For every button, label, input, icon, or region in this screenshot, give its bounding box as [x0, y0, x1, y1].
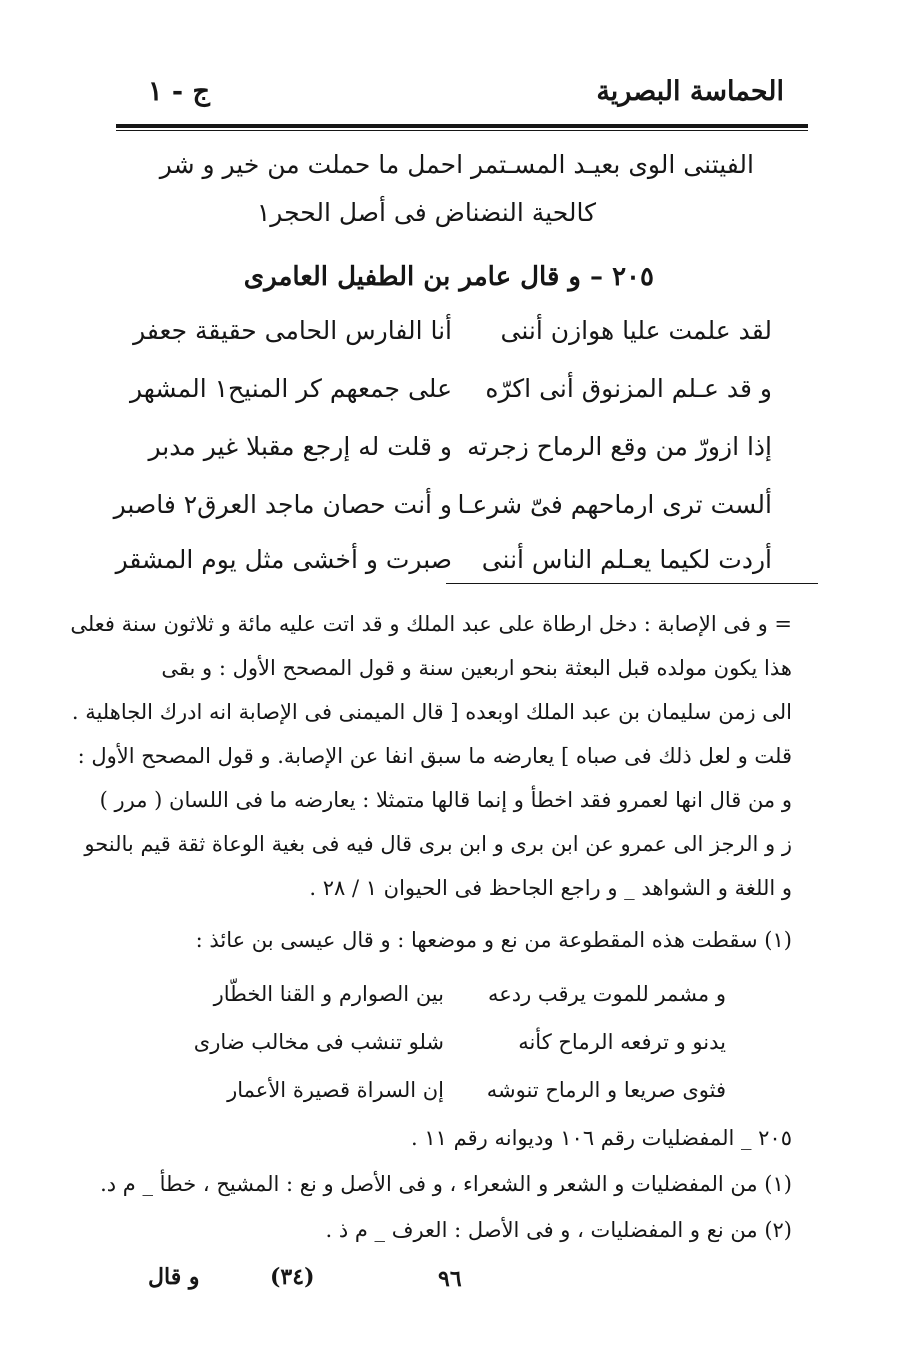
page-number: ٩٦: [438, 1266, 462, 1292]
poem-underline: [446, 583, 818, 584]
footnote-verse-3-second: إن السراة قصيرة الأعمار: [227, 1078, 444, 1102]
verse-1-second-hemistich: أنا الفارس الحامى حقيقة جعفر: [133, 316, 452, 345]
verse-4-second-hemistich: و أنت حصان ماجد العرق٢ فاصبر: [113, 490, 452, 519]
intro-verse-line-2: كالحية النضناض فى أصل الحجر١: [256, 198, 596, 227]
footnote-b: (٢) من نع و المفضليات ، و فى الأصل : العرف _ م ذ .: [325, 1218, 792, 1242]
note-line-2: هذا يكون مولده قبل البعثة بنحو اربعين سنة و قول المصحح الأول : و بقى: [161, 656, 792, 680]
note-line-5: و من قال انها لعمرو فقد اخطأ و إنما قالها متمثلا : يعارضه ما فى اللسان ( مرر ): [99, 788, 792, 812]
footnote-verse-3-first: فثوى صريعا و الرماح تنوشه: [486, 1078, 726, 1102]
verse-3-second-hemistich: و قلت له إرجع مقبلا غير مدبر: [148, 432, 452, 461]
verse-2-first-hemistich: و قد عـلم المزنوق أنى اكرّه: [485, 374, 772, 403]
header-rule: [116, 124, 808, 128]
poem-title: ٢٠٥ – و قال عامر بن الطفيل العامرى: [243, 262, 654, 292]
header-rule-thin: [116, 130, 808, 131]
footnote-verse-1-first: و مشمر للموت يرقب ردعه: [487, 982, 726, 1006]
verse-5-first-hemistich: أردت لكيما يعـلم الناس أننى: [481, 545, 772, 574]
verse-1-first-hemistich: لقد علمت عليا هوازن أننى: [500, 316, 772, 345]
footnote-verse-2-first: يدنو و ترفعه الرماح كأنه: [518, 1030, 726, 1054]
note-line-4: قلت و لعل ذلك فى صباه ] يعارضه ما سبق انفا عن الإصابة. و قول المصحح الأول :: [77, 744, 792, 768]
verse-2-second-hemistich: على جمعهم كر المنيح١ المشهر: [130, 374, 452, 403]
running-title: الحماسة البصرية: [596, 76, 784, 107]
note-line-1: = و فى الإصابة : دخل ارطاة على عبد الملك و قد اتت عليه مائة و ثلاثون سنة فعلى: [70, 612, 792, 636]
verse-4-first-hemistich: ألست ترى ارماحهم فىّ شرعـا: [457, 490, 772, 519]
verse-5-second-hemistich: صبرت و أخشى مثل يوم المشقر: [115, 545, 452, 574]
intro-verse-line-1: الفيتنى الوى بعيـد المسـتمر احمل ما حملت من خير و شر: [159, 150, 754, 179]
source-line: ٢٠٥ _ المفضليات رقم ١٠٦ وديوانه رقم ١١ .: [411, 1126, 792, 1150]
volume-label: ج - ١: [148, 76, 210, 107]
footnote-a: (١) من المفضليات و الشعر و الشعراء ، و فى الأصل و نع : المشيح ، خطأ _ م د.: [100, 1172, 792, 1196]
note-line-3: الى زمن سليمان بن عبد الملك اوبعده [ قال الميمنى فى الإصابة انه ادرك الجاهلية .: [71, 700, 792, 724]
catchword: و قال: [148, 1264, 200, 1290]
footnote-verse-2-second: شلو تنشب فى مخالب ضارى: [193, 1030, 444, 1054]
note-line-7: و اللغة و الشواهد _ و راجع الجاحظ فى الحيوان ١ / ٢٨ .: [309, 876, 792, 900]
note-line-6: ز و الرجز الى عمرو عن ابن برى و ابن برى قال فيه فى بغية الوعاة ثقة قيم بالنحو: [84, 832, 792, 856]
footnote-verse-1-second: بين الصوارم و القنا الخطّار: [213, 982, 444, 1006]
signature-mark: (٣٤): [270, 1264, 315, 1290]
verse-3-first-hemistich: إذا ازورّ من وقع الرماح زجرته: [467, 432, 772, 461]
footnote-1: (١) سقطت هذه المقطوعة من نع و موضعها : و قال عيسى بن عائذ :: [195, 928, 792, 952]
